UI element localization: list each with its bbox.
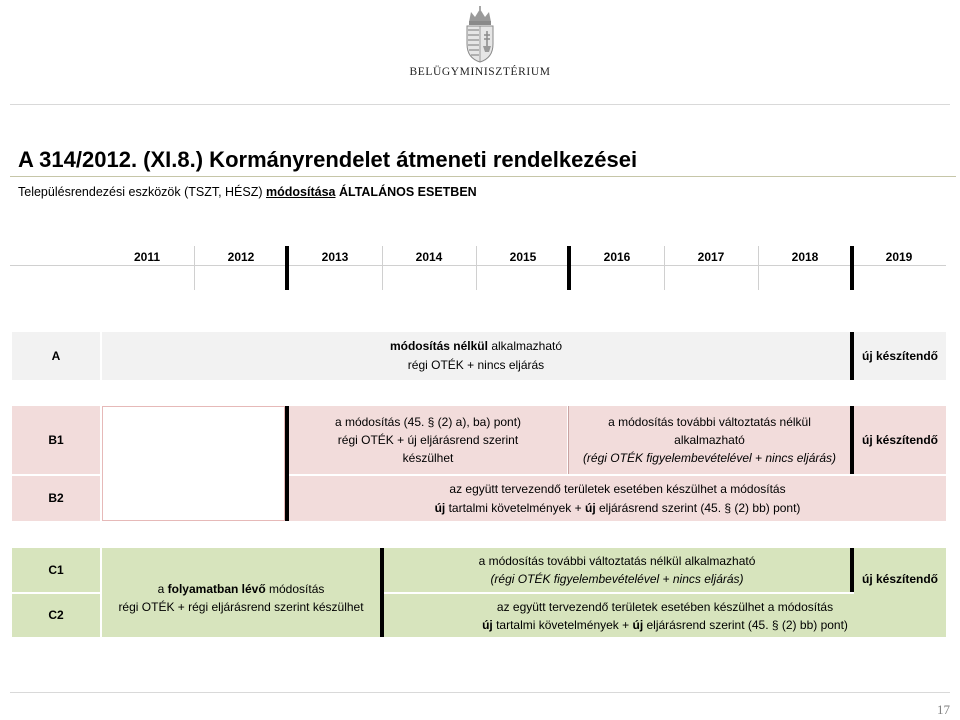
row-a-line1-rest: alkalmazható (487, 339, 563, 353)
row-label-b1: B1 (12, 406, 100, 474)
row-b1-mid-line3 (583, 449, 836, 467)
row-c-left-a: a (157, 581, 168, 596)
row-b2-new1: új (434, 500, 446, 515)
year-2013: 2013 (321, 250, 349, 264)
row-b1-left-line2: régi OTÉK + új eljárásrend szerint (337, 433, 519, 447)
page-number: 17 (937, 702, 950, 717)
timeline-tick (382, 246, 383, 290)
year-2014: 2014 (415, 250, 443, 264)
timeline-tick (194, 246, 195, 290)
row-b-empty-cell (102, 406, 285, 521)
row-b1-mid-line3-text: (régi OTÉK figyelembevételével + nincs eljárás) (582, 451, 837, 465)
row-b1-left-cell (289, 406, 567, 474)
timeline-marker-2013 (285, 246, 289, 290)
row-a-new-required: új készítendő (854, 332, 946, 380)
row-label-b2: B2 (12, 476, 100, 521)
subtitle-part1: Településrendezési eszközök (TSZT, HÉSZ) (18, 185, 267, 199)
row-b1-mid-line2: alkalmazható (674, 433, 745, 447)
page-title: A 314/2012. (XI.8.) Kormányrendelet átmeneti rendelkezései (18, 147, 638, 172)
row-label-c1: C1 (12, 548, 100, 592)
subtitle-part3: ÁLTALÁNOS ESETBEN (335, 185, 477, 199)
row-label-c2: C2 (12, 594, 100, 637)
page-subtitle (18, 185, 477, 199)
coat-of-arms-icon (461, 6, 499, 64)
row-c-left-c: módosítás (265, 581, 325, 596)
year-2012: 2012 (227, 250, 255, 264)
timeline-marker-2016 (567, 246, 571, 290)
row-b1-left-line1: a módosítás (45. § (2) a), ba) pont) (334, 415, 522, 429)
row-c-left-bold: folyamatban lévő (167, 581, 266, 596)
row-b1-mid-line1: a módosítás további változtatás nélkül (608, 415, 811, 429)
timeline-marker-2019 (850, 246, 854, 290)
row-b1-mid-cell (569, 406, 850, 474)
row-c1-line2 (490, 570, 743, 588)
header-divider (10, 104, 950, 105)
year-2015: 2015 (509, 250, 537, 264)
row-b2-line2 (435, 499, 801, 518)
row-c1-line2-text: (régi OTÉK figyelembevételével + nincs eljárás) (490, 572, 744, 586)
row-b2-line1: az együtt tervezendő területek esetében készülhet a módosítás (449, 481, 786, 496)
row-b2-cell (289, 476, 946, 521)
row-label-a: A (12, 332, 100, 380)
row-c-left-line2: régi OTÉK + régi eljárásrend szerint készülhet (118, 599, 364, 614)
year-2016: 2016 (603, 250, 631, 264)
row-b1-new-required: új készítendő (854, 406, 946, 474)
row-c-left-line1 (158, 580, 325, 598)
year-2011: 2011 (133, 250, 161, 264)
row-c-left-cell (102, 548, 380, 637)
row-c2-end: eljárásrend szerint (45. § (2) bb) pont) (643, 617, 848, 632)
row-a-main-cell (102, 332, 850, 380)
row-c2-line2 (482, 616, 848, 634)
year-2017: 2017 (697, 250, 725, 264)
row-b2-new2: új (584, 500, 596, 515)
timeline-tick (476, 246, 477, 290)
timeline-axis (10, 265, 946, 266)
year-2018: 2018 (791, 250, 819, 264)
row-a-line1 (390, 337, 562, 356)
subtitle-part2: módosítása (266, 185, 336, 199)
row-c2-mid: tartalmi követelmények + (492, 617, 633, 632)
row-c2-new1: új (482, 617, 493, 632)
row-b2-mid: tartalmi követelmények + (445, 500, 585, 515)
row-a-line1-bold: módosítás nélkül (389, 339, 488, 353)
footer-divider (10, 692, 950, 693)
row-c2-new2: új (632, 617, 644, 632)
timeline-tick (758, 246, 759, 290)
year-2019: 2019 (885, 250, 913, 264)
row-c1-new-required: új készítendő (854, 548, 946, 610)
ministry-name: BELÜGYMINISZTÉRIUM (409, 66, 551, 78)
row-c2-line1: az együtt tervezendő területek esetében készülhet a módosítás (496, 599, 834, 614)
row-c1-line1: a módosítás további változtatás nélkül alkalmazható (478, 554, 756, 568)
title-divider (10, 176, 956, 177)
row-c1-mid-cell (384, 548, 850, 592)
row-c2-cell (384, 594, 946, 637)
timeline-tick (664, 246, 665, 290)
row-b1-left-line3: készülhet (402, 451, 454, 465)
row-a-line2: régi OTÉK + nincs eljárás (407, 358, 545, 372)
row-b2-end: eljárásrend szerint (45. § (2) bb) pont) (595, 500, 801, 515)
